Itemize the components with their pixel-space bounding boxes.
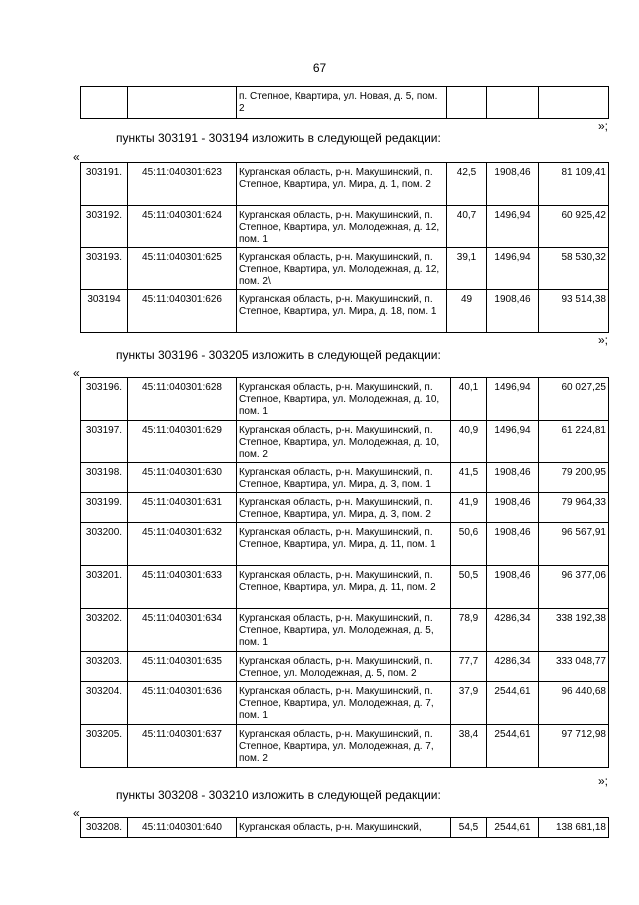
- table-row: [81, 652, 609, 682]
- closing-quote: »;: [597, 333, 608, 347]
- cell-total: 60 925,42: [539, 206, 609, 248]
- cell-number: 303205.: [81, 725, 128, 768]
- cell-cadastral: 45:11:040301:633: [128, 566, 237, 609]
- cell-price: 1908,46: [487, 566, 539, 609]
- table-row: [81, 163, 609, 206]
- cell-price: 4286,34: [487, 652, 539, 682]
- cell-total: 96 567,91: [539, 523, 609, 566]
- opening-quote: «: [73, 806, 80, 820]
- cell-address: Курганская область, р-н. Макушинский, п. Степное, Квартира, ул. Мира, д. 1, пом. 2: [237, 163, 447, 206]
- cell-address: п. Степное, Квартира, ул. Новая, д. 5, пом. 2: [237, 87, 447, 119]
- cell-cadastral: 45:11:040301:624: [128, 206, 237, 248]
- table-row: [81, 493, 609, 523]
- continuation-table: [80, 86, 609, 119]
- cell-address: Курганская область, р-н. Макушинский, п. Степное, Квартира, ул. Молодежная, д. 10, пом. 2: [237, 421, 451, 463]
- cell-cadastral: 45:11:040301:632: [128, 523, 237, 566]
- cell-area: 50,6: [451, 523, 487, 566]
- cell-address: Курганская область, р-н. Макушинский, п. Степное, Квартира, ул. Молодежная, д. 5, пом. 1: [237, 609, 451, 652]
- cell-area: 40,9: [451, 421, 487, 463]
- cell-area: 41,5: [451, 463, 487, 493]
- closing-quote: »;: [597, 774, 608, 788]
- cell-total: 138 681,18: [539, 818, 609, 838]
- cell-number: 303193.: [81, 248, 128, 290]
- cell-number: 303196.: [81, 378, 128, 421]
- table-row: [81, 818, 609, 838]
- cell-price: [487, 87, 539, 119]
- cell-price: 1496,94: [487, 206, 539, 248]
- table-row: [81, 290, 609, 333]
- cell-number: 303199.: [81, 493, 128, 523]
- cell-area: 37,9: [451, 682, 487, 725]
- cell-area: 39,1: [447, 248, 487, 290]
- cell-price: 2544,61: [487, 725, 539, 768]
- cell-area: 77,7: [451, 652, 487, 682]
- cell-price: 2544,61: [487, 818, 539, 838]
- cell-cadastral: 45:11:040301:625: [128, 248, 237, 290]
- cell-cadastral: 45:11:040301:623: [128, 163, 237, 206]
- cell-cadastral: [128, 87, 237, 119]
- table-row: [81, 682, 609, 725]
- section-table-3: [80, 817, 609, 838]
- cell-address: Курганская область, р-н. Макушинский, п. Степное, Квартира, ул. Мира, д. 3, пом. 2: [237, 493, 451, 523]
- table-row: [81, 609, 609, 652]
- cell-area: 49: [447, 290, 487, 333]
- opening-quote: «: [73, 366, 80, 380]
- cell-cadastral: 45:11:040301:640: [128, 818, 237, 838]
- table-row: [81, 566, 609, 609]
- cell-cadastral: 45:11:040301:634: [128, 609, 237, 652]
- cell-address: Курганская область, р-н. Макушинский, п. Степное, Квартира, ул. Мира, д. 11, пом. 2: [237, 566, 451, 609]
- closing-quote: »;: [597, 119, 608, 133]
- cell-number: 303197.: [81, 421, 128, 463]
- cell-price: 2544,61: [487, 682, 539, 725]
- cell-price: 1908,46: [487, 463, 539, 493]
- section-table-1: [80, 162, 609, 333]
- cell-total: 338 192,38: [539, 609, 609, 652]
- cell-number: 303200.: [81, 523, 128, 566]
- cell-area: 78,9: [451, 609, 487, 652]
- cell-number: [81, 87, 128, 119]
- cell-address: Курганская область, р-н. Макушинский, п. Степное, Квартира, ул. Мира, д. 3, пом. 1: [237, 463, 451, 493]
- table-row: [81, 523, 609, 566]
- cell-number: 303194: [81, 290, 128, 333]
- table-row: [81, 206, 609, 248]
- cell-area: 50,5: [451, 566, 487, 609]
- cell-address: Курганская область, р-н. Макушинский, п. Степное, Квартира, ул. Мира, д. 11, пом. 1: [237, 523, 451, 566]
- cell-address: Курганская область, р-н. Макушинский, п. Степное, Квартира, ул. Молодежная, д. 7, пом. 2: [237, 725, 451, 768]
- cell-area: 41,9: [451, 493, 487, 523]
- section-instruction: пункты 303191 - 303194 изложить в следующей редакции:: [116, 131, 441, 145]
- cell-address: Курганская область, р-н. Макушинский, п. Степное, Квартира, ул. Молодежная, д. 7, пом. 1: [237, 682, 451, 725]
- cell-number: 303204.: [81, 682, 128, 725]
- table-row: [81, 725, 609, 768]
- cell-price: 1496,94: [487, 378, 539, 421]
- cell-area: 42,5: [447, 163, 487, 206]
- cell-cadastral: 45:11:040301:629: [128, 421, 237, 463]
- cell-total: 333 048,77: [539, 652, 609, 682]
- table-row: [81, 248, 609, 290]
- cell-total: 58 530,32: [539, 248, 609, 290]
- cell-cadastral: 45:11:040301:628: [128, 378, 237, 421]
- cell-cadastral: 45:11:040301:635: [128, 652, 237, 682]
- cell-cadastral: 45:11:040301:626: [128, 290, 237, 333]
- page-number: 67: [312, 61, 327, 75]
- cell-total: 79 200,95: [539, 463, 609, 493]
- cell-number: 303198.: [81, 463, 128, 493]
- cell-number: 303192.: [81, 206, 128, 248]
- cell-address: Курганская область, р-н. Макушинский, п. Степное, Квартира, ул. Молодежная, д. 12, пом. 2\: [237, 248, 447, 290]
- cell-number: 303202.: [81, 609, 128, 652]
- cell-address: Курганская область, р-н. Макушинский, п. Степное, Квартира, ул. Мира, д. 18, пом. 1: [237, 290, 447, 333]
- cell-number: 303203.: [81, 652, 128, 682]
- cell-address: Курганская область, р-н. Макушинский, п. Степное, ул. Молодежная, д. 5, пом. 2: [237, 652, 451, 682]
- cell-total: 60 027,25: [539, 378, 609, 421]
- cell-price: 1908,46: [487, 163, 539, 206]
- cell-cadastral: 45:11:040301:631: [128, 493, 237, 523]
- cell-price: 1496,94: [487, 248, 539, 290]
- cell-address: Курганская область, р-н. Макушинский, п. Степное, Квартира, ул. Молодежная, д. 12, пом. 1: [237, 206, 447, 248]
- table-row: [81, 421, 609, 463]
- section-instruction: пункты 303196 - 303205 изложить в следующей редакции:: [116, 348, 441, 362]
- cell-price: 1908,46: [487, 493, 539, 523]
- cell-total: 97 712,98: [539, 725, 609, 768]
- cell-total: 93 514,38: [539, 290, 609, 333]
- cell-address: Курганская область, р-н. Макушинский, п. Степное, Квартира, ул. Молодежная, д. 10, пом. 1: [237, 378, 451, 421]
- cell-cadastral: 45:11:040301:637: [128, 725, 237, 768]
- cell-price: 4286,34: [487, 609, 539, 652]
- cell-price: 1496,94: [487, 421, 539, 463]
- section-table-2: [80, 377, 609, 768]
- cell-cadastral: 45:11:040301:630: [128, 463, 237, 493]
- cell-number: 303191.: [81, 163, 128, 206]
- cell-number: 303201.: [81, 566, 128, 609]
- cell-total: 79 964,33: [539, 493, 609, 523]
- cell-number: 303208.: [81, 818, 128, 838]
- opening-quote: «: [73, 150, 80, 164]
- cell-area: [447, 87, 487, 119]
- cell-price: 1908,46: [487, 290, 539, 333]
- cell-area: 54,5: [451, 818, 487, 838]
- cell-total: 96 377,06: [539, 566, 609, 609]
- cell-area: 40,7: [447, 206, 487, 248]
- cell-total: 61 224,81: [539, 421, 609, 463]
- section-instruction: пункты 303208 - 303210 изложить в следующей редакции:: [116, 788, 441, 802]
- cell-total: 81 109,41: [539, 163, 609, 206]
- cell-area: 40,1: [451, 378, 487, 421]
- cell-area: 38,4: [451, 725, 487, 768]
- cell-address: Курганская область, р-н. Макушинский,: [237, 818, 451, 838]
- cell-total: [539, 87, 609, 119]
- cell-cadastral: 45:11:040301:636: [128, 682, 237, 725]
- table-row: [81, 463, 609, 493]
- cell-total: 96 440,68: [539, 682, 609, 725]
- cell-price: 1908,46: [487, 523, 539, 566]
- table-row: [81, 87, 609, 119]
- table-row: [81, 378, 609, 421]
